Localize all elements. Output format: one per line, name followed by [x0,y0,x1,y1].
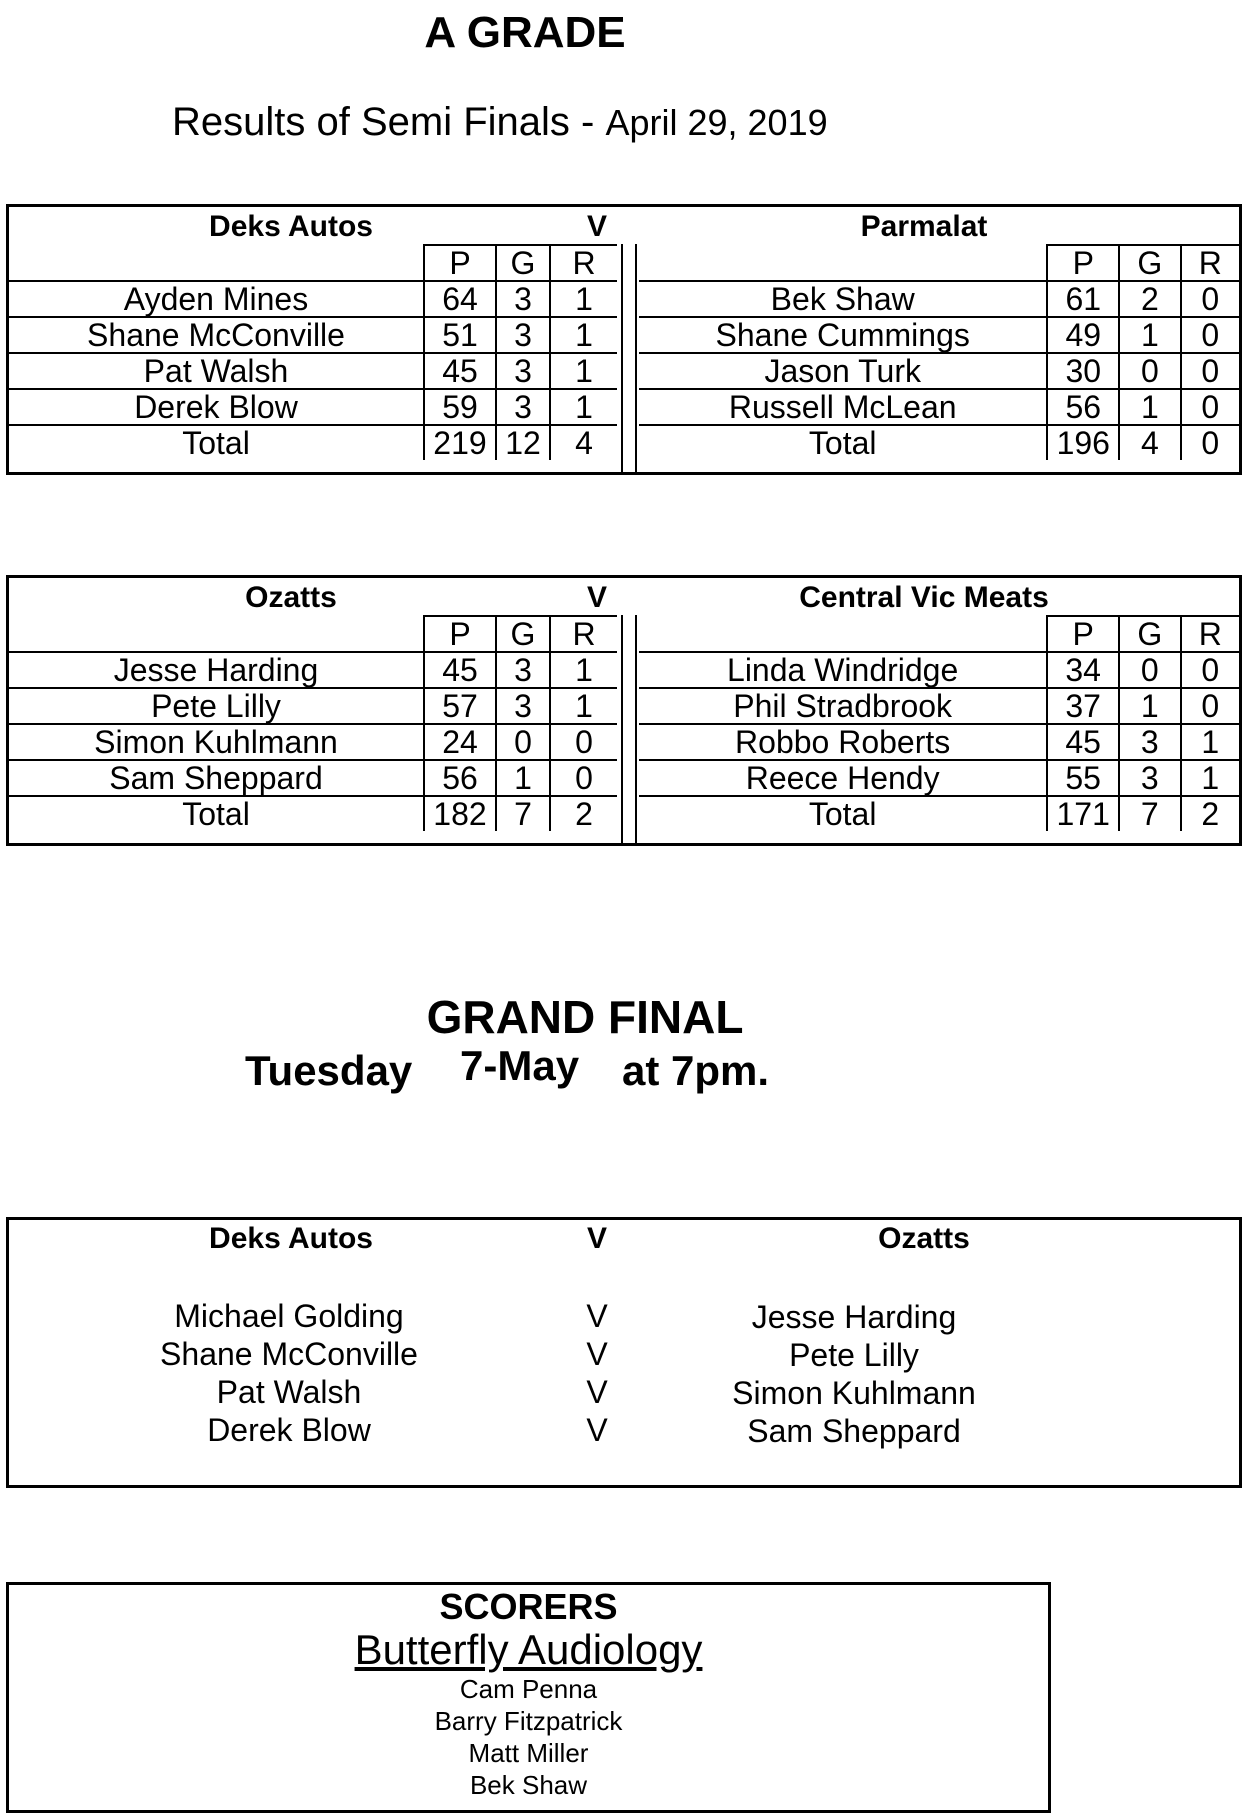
header-blank [9,616,424,652]
table-row [639,317,1239,353]
player-name: Jason Turk [639,353,1047,389]
total-r: 2 [1181,796,1240,831]
player-r: 1 [550,389,617,425]
grand-final-date: 7-May [460,1042,580,1089]
col-p: P [424,616,496,652]
player-p: 34 [1047,652,1119,688]
col-g: G [496,616,550,652]
matchup-v: V [586,1298,608,1334]
scorer-name: Barry Fitzpatrick [434,1706,623,1736]
table-row [9,353,617,389]
score-table-right [639,244,1239,460]
team-name-left: Deks Autos [209,210,373,243]
subtitle-main: Results of Semi Finals - [172,100,606,144]
table-row [639,760,1239,796]
total-label: Total [9,425,424,460]
player-g: 3 [496,652,550,688]
player-r: 0 [1181,688,1240,724]
player-g: 1 [496,760,550,796]
versus-label: V [586,581,607,614]
player-r: 0 [1181,389,1239,425]
player-name: Reece Hendy [639,760,1047,796]
total-r: 4 [550,425,617,460]
table-row [639,281,1239,317]
table-row [9,317,617,353]
col-r: R [1181,616,1240,652]
scorers-sponsor: Butterfly Audiology [354,1626,703,1673]
team-name-left: Deks Autos [209,1222,373,1255]
player-p: 24 [424,724,496,760]
table-row [9,389,617,425]
matchup-right: Pete Lilly [789,1337,919,1373]
team-name-right: Parmalat [860,210,988,243]
total-g: 7 [1119,796,1180,831]
col-r: R [550,616,617,652]
table-row [9,724,617,760]
player-r: 0 [550,724,617,760]
total-row [9,425,617,460]
team-name-right: Ozatts [878,1222,970,1255]
total-label: Total [639,425,1047,460]
player-name: Pat Walsh [9,353,424,389]
versus-label: V [586,1222,607,1255]
scorers-title: SCORERS [439,1586,618,1627]
player-r: 1 [550,652,617,688]
grand-final-time: at 7pm. [622,1047,770,1094]
score-table-left [9,244,617,460]
header-blank [9,245,424,281]
player-p: 45 [1047,724,1119,760]
player-g: 1 [1119,317,1180,353]
matchup-v: V [586,1336,608,1372]
matchup-right: Sam Sheppard [747,1413,961,1449]
scorer-name: Bek Shaw [469,1770,588,1800]
player-g: 2 [1119,281,1180,317]
player-r: 0 [1181,652,1240,688]
total-g: 7 [496,796,550,831]
team-name-right: Central Vic Meats [799,581,1049,614]
table-row [639,652,1239,688]
total-r: 2 [550,796,617,831]
matchup-v: V [586,1412,608,1448]
total-row [639,425,1239,460]
col-g: G [1119,616,1180,652]
player-r: 1 [550,353,617,389]
player-r: 0 [550,760,617,796]
total-p: 171 [1047,796,1119,831]
player-name: Shane McConville [9,317,424,353]
total-p: 196 [1047,425,1119,460]
player-p: 59 [424,389,496,425]
total-g: 12 [496,425,550,460]
player-name: Derek Blow [9,389,424,425]
versus-label: V [586,210,607,243]
player-r: 0 [1181,317,1239,353]
table-row [639,389,1239,425]
matchup-v: V [586,1374,608,1410]
matchup-left: Pat Walsh [216,1374,362,1410]
page-title: A GRADE [424,8,626,57]
player-g: 0 [1119,353,1180,389]
score-table-left [9,615,617,831]
total-g: 4 [1119,425,1180,460]
col-p: P [1047,616,1119,652]
player-r: 1 [550,281,617,317]
matchup-left: Derek Blow [207,1412,371,1448]
player-g: 3 [1119,760,1180,796]
player-p: 45 [424,353,496,389]
matchup-right: Simon Kuhlmann [732,1375,976,1411]
player-name: Bek Shaw [639,281,1047,317]
player-p: 64 [424,281,496,317]
grand-final-lineup [6,1217,1242,1488]
table-row [9,688,617,724]
player-r: 1 [550,317,617,353]
col-p: P [1047,245,1119,281]
table-row [9,281,617,317]
table-row [639,688,1239,724]
matchup-left: Shane McConville [160,1336,418,1372]
player-p: 56 [424,760,496,796]
col-g: G [496,245,550,281]
total-label: Total [639,796,1047,831]
matchup-right: Jesse Harding [751,1299,957,1335]
header-blank [639,616,1047,652]
semi-final-2 [6,575,1242,846]
player-g: 0 [496,724,550,760]
scorer-name: Cam Penna [459,1674,598,1704]
player-r: 1 [1181,760,1240,796]
player-p: 51 [424,317,496,353]
player-name: Jesse Harding [9,652,424,688]
player-r: 1 [1181,724,1240,760]
total-row [639,796,1239,831]
player-p: 45 [424,652,496,688]
player-p: 30 [1047,353,1119,389]
table-row [639,353,1239,389]
total-p: 219 [424,425,496,460]
player-name: Pete Lilly [9,688,424,724]
player-p: 49 [1047,317,1119,353]
player-name: Simon Kuhlmann [9,724,424,760]
score-table-right [639,615,1239,831]
player-name: Ayden Mines [9,281,424,317]
subtitle-date: April 29, 2019 [605,102,828,143]
matchup-left: Michael Golding [174,1298,404,1334]
player-r: 0 [1181,281,1239,317]
player-p: 55 [1047,760,1119,796]
grand-final-day: Tuesday [245,1047,413,1094]
col-g: G [1119,245,1180,281]
player-name: Phil Stradbrook [639,688,1047,724]
player-name: Linda Windridge [639,652,1047,688]
player-p: 61 [1047,281,1119,317]
player-g: 3 [496,281,550,317]
player-name: Russell McLean [639,389,1047,425]
player-r: 1 [550,688,617,724]
player-g: 3 [496,688,550,724]
team-name-left: Ozatts [245,581,337,614]
player-p: 56 [1047,389,1119,425]
table-row [9,652,617,688]
grand-final-title: GRAND FINAL [426,991,744,1043]
player-g: 3 [496,389,550,425]
col-r: R [1181,245,1239,281]
player-p: 57 [424,688,496,724]
total-p: 182 [424,796,496,831]
semi-final-1 [6,204,1242,475]
player-name: Robbo Roberts [639,724,1047,760]
col-p: P [424,245,496,281]
player-g: 1 [1119,688,1180,724]
player-g: 0 [1119,652,1180,688]
player-g: 3 [1119,724,1180,760]
player-name: Sam Sheppard [9,760,424,796]
total-row [9,796,617,831]
subtitle [172,100,828,145]
player-g: 1 [1119,389,1180,425]
table-separator [621,244,637,472]
table-row [639,724,1239,760]
player-name: Shane Cummings [639,317,1047,353]
player-g: 3 [496,317,550,353]
table-row [9,760,617,796]
total-label: Total [9,796,424,831]
header-blank [639,245,1047,281]
player-g: 3 [496,353,550,389]
col-r: R [550,245,617,281]
player-p: 37 [1047,688,1119,724]
player-r: 0 [1181,353,1239,389]
scorer-name: Matt Miller [468,1738,589,1768]
total-r: 0 [1181,425,1239,460]
scorers-box [6,1582,1051,1813]
table-separator [621,615,637,843]
